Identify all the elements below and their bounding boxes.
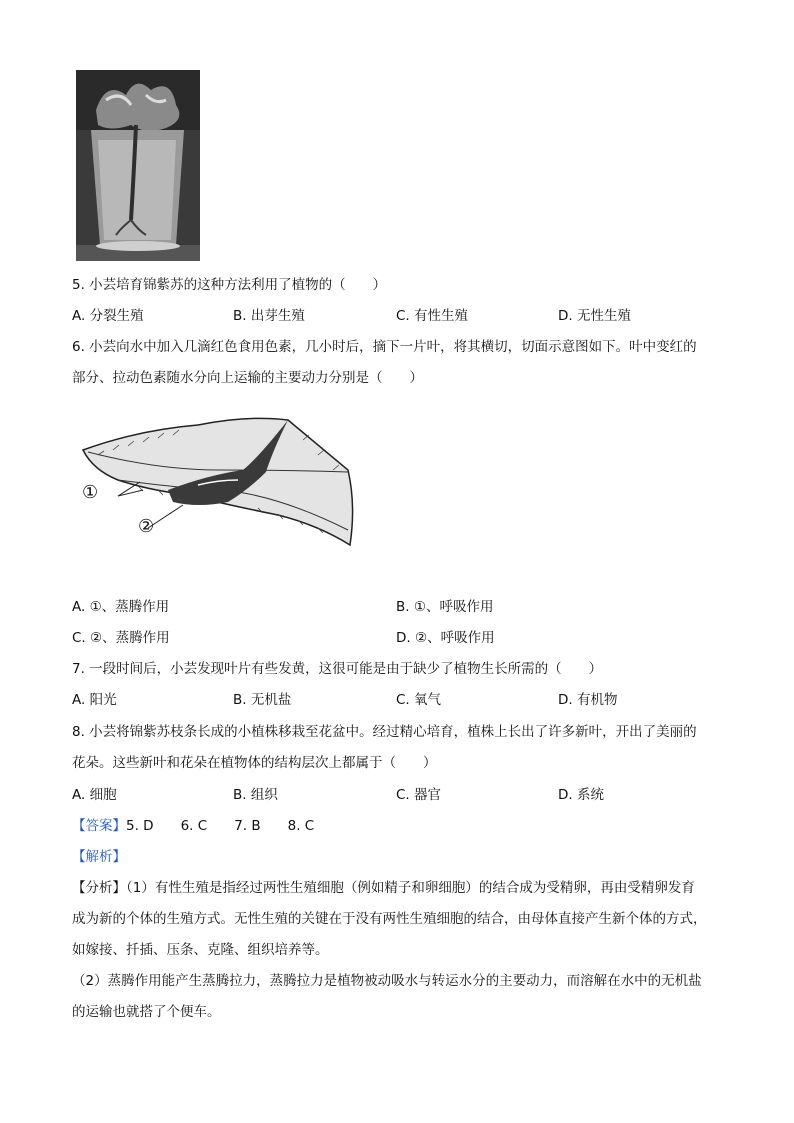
q6-option-a: A. ①、蒸腾作用 (72, 599, 170, 615)
analysis-p1-line1 (72, 879, 695, 897)
analysis-p1-line1-text: （1）有性生殖是指经过两性生殖细胞（例如精子和卵细胞）的结合成为受精卵，再由受精卵发育 (126, 880, 695, 896)
analysis-p1-line3: 如嫁接、扦插、压条、克隆、组织培养等。 (72, 942, 329, 958)
q5-option-d: D. 无性生殖 (558, 308, 631, 324)
q7-option-c: C. 氧气 (396, 692, 442, 708)
q7-option-b: B. 无机盐 (233, 692, 292, 708)
analysis-tag: 【解析】 (72, 849, 126, 865)
analysis-p2-line2: 的运输也就搭了个便车。 (72, 1004, 221, 1020)
analysis-p2-line1: （2）蒸腾作用能产生蒸腾拉力，蒸腾拉力是植物被动吸水与转运水分的主要动力，而溶解在水中的无机盐 (72, 973, 702, 989)
figure-label-2: ② (138, 516, 155, 537)
answer-8: 8. C (287, 818, 315, 834)
q8-option-b: B. 组织 (233, 787, 278, 803)
question-7-stem: 7. 一段时间后，小芸发现叶片有些发黄，这很可能是由于缺少了植物生长所需的（ ） (72, 661, 603, 677)
q6-option-b: B. ①、呼吸作用 (396, 599, 494, 615)
question-6-stem-line1: 6. 小芸向水中加入几滴红色食用色素，几小时后，摘下一片叶，将其横切，切面示意图如下。叶中变红的 (72, 339, 697, 355)
question-5-stem: 5. 小芸培育锦紫苏的这种方法利用了植物的（ ） (72, 277, 387, 293)
q5-option-c: C. 有性生殖 (396, 308, 469, 324)
figure-label-1: ① (82, 482, 99, 503)
q6-option-d: D. ②、呼吸作用 (396, 630, 495, 646)
q5-option-b: B. 出芽生殖 (233, 308, 305, 324)
plant-cutting-photo (76, 70, 200, 261)
q5-option-a: A. 分裂生殖 (72, 308, 144, 324)
question-8-stem-line2: 花朵。这些新叶和花朵在植物体的结构层次上都属于（ ） (72, 755, 437, 771)
q6-option-c: C. ②、蒸腾作用 (72, 630, 170, 646)
q8-option-d: D. 系统 (558, 787, 604, 803)
answer-6: 6. C (180, 818, 208, 834)
answer-tag: 【答案】 (72, 818, 126, 834)
analysis-p1-line2: 成为新的个体的生殖方式。无性生殖的关键在于没有两性生殖细胞的结合，由母体直接产生新个体的方式， (72, 911, 707, 927)
question-6-stem-line2: 部分、拉动色素随水分向上运输的主要动力分别是（ ） (72, 370, 423, 386)
q7-option-d: D. 有机物 (558, 692, 618, 708)
answer-5: 5. D (126, 818, 154, 834)
fenxi-tag: 【分析】 (72, 880, 126, 896)
answer-line (72, 817, 314, 835)
q8-option-a: A. 细胞 (72, 787, 117, 803)
question-8-stem-line1: 8. 小芸将锦紫苏枝条长成的小植株移栽至花盆中。经过精心培育，植株上长出了许多新叶，开出了美丽的 (72, 724, 697, 740)
answer-7: 7. B (234, 818, 261, 834)
q8-option-c: C. 器官 (396, 787, 442, 803)
leaf-cross-section-figure (78, 410, 358, 555)
q7-option-a: A. 阳光 (72, 692, 117, 708)
